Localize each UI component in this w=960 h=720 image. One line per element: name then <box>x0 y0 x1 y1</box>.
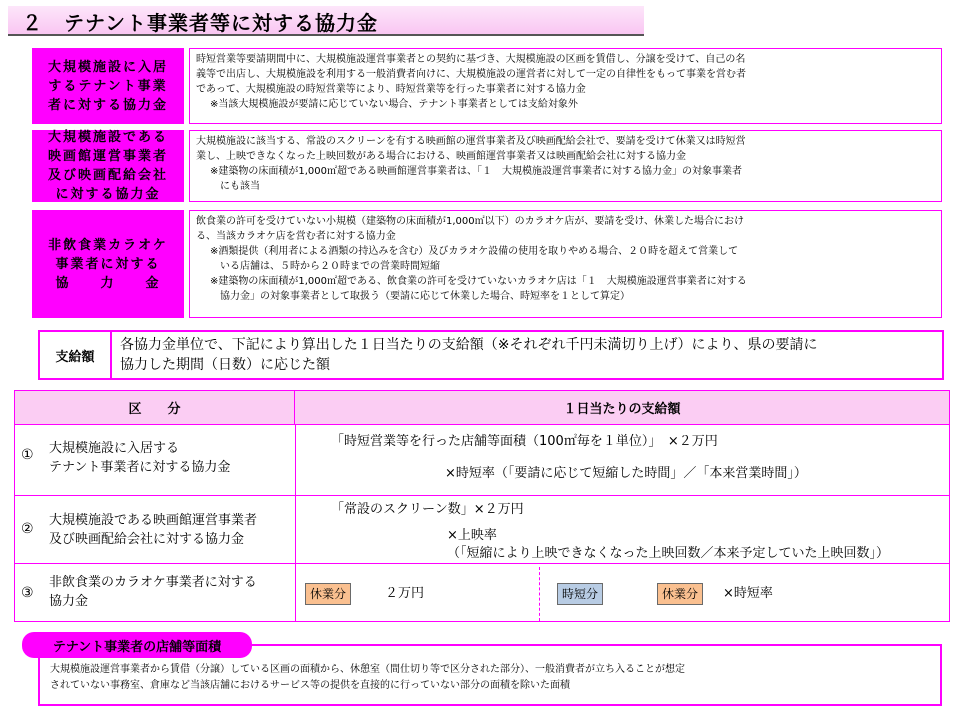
payment-text: 各協力金単位で、下記により算出した１日当たりの支給額（※それぞれ千円未満切り上げ）により、県の要請に 協力した期間（日数）に応じた額 <box>120 337 818 373</box>
page-title: ２ テナント事業者等に対する協力金 <box>22 11 378 35</box>
category-desc-text: 時短営業等要請期間中に、大規模施設運営事業者との契約に基づき、大規模施設の区画を賃借し、分譲を受けて、自己の名 義等で出店し、大規模施設を利用する一般消費者向けに、大規模施設の運営者に対して一定の自律性をもって事業を営む者 であって、大規模施設の時短営業等により、時短営業等を行った事業者に対する協力金 <box>196 54 746 95</box>
payment-label: 支給額 <box>40 332 112 378</box>
category-desc-cinema <box>189 130 942 202</box>
category-desc-karaoke <box>189 210 942 318</box>
category-note: ※建築物の床面積が1,000㎡超である映画館運営事業者は、「１ 大規模施設運営事業者に対する協力金」の対象事業者 にも該当 <box>210 166 743 192</box>
row-formula-rate: ×時短率（「要請に応じて短縮した時間」／「本来営業時間」） <box>445 466 807 481</box>
row-amount: ２万円 <box>385 586 425 601</box>
row-label: 非飲食業のカラオケ事業者に対する 協力金 <box>49 575 257 609</box>
category-note: ※建築物の床面積が1,000㎡超である、飲食業の許可を受けていないカラオケ店は「１ 大規模施設運営事業者に対する 協力金」の対象事業者として取扱う（要請に応じて休業した場合、時短率を１として算定） <box>210 276 747 302</box>
row-number: ③ <box>21 585 34 601</box>
category-desc-text: 飲食業の許可を受けていない小規模（建築物の床面積が1,000㎡以下）のカラオケ店が、要請を受け、休業した場合におけ る、当該カラオケ店を営む者に対する協力金 <box>196 216 745 242</box>
category-label-text: 大規模施設である 映画館運営事業者 及び映画配給会社 に対する協力金 <box>47 130 168 202</box>
row-label: 大規模施設である映画館運営事業者 及び映画配給会社に対する協力金 <box>49 513 258 547</box>
row-formula-rate: ×上映率 （「短縮により上映できなくなった上映回数／本来予定していた上映回数」） <box>447 528 890 561</box>
table-header-category: 区 分 <box>15 391 295 425</box>
category-desc-tenant <box>189 48 942 124</box>
row-rate: ×時短率 <box>723 586 773 601</box>
row-formula-main: 「常設のスクリーン数」×２万円 <box>331 502 524 517</box>
table-header-daily-amount: １日当たりの支給額 <box>295 391 949 425</box>
table-row-divider <box>15 563 949 564</box>
row-dashed-divider <box>539 567 540 621</box>
calculation-table <box>14 390 950 622</box>
category-label-karaoke <box>32 210 184 318</box>
row-number: ① <box>21 447 34 463</box>
store-area-text: 大規模施設運営事業者から賃借（分譲）している区画の面積から、休憩室（間仕切り等で区分された部分）、一般消費者が立ち入ることが想定 されていない事務室、倉庫など当該店舗におけるサービス等の提供を直接的に行っていない部分の面積を除いた面積 <box>50 664 685 691</box>
row-number: ② <box>21 521 34 537</box>
table-divider <box>295 425 296 621</box>
category-label-cinema <box>32 130 184 202</box>
category-note: ※酒類提供（利用者による酒類の持込みを含む）及びカラオケ設備の使用を取りやめる場合、２０時を超えて営業して いる店舗は、５時から２０時までの営業時間短縮 <box>210 246 739 272</box>
category-desc-text: 大規模施設に該当する、常設のスクリーンを有する映画館の運営事業者及び映画配給会社で、要請を受けて休業又は時短営 業し、上映できなくなった上映回数がある場合における、映画館運営事業者又は映画配給会社に対する協力金 <box>196 136 746 162</box>
category-note: ※当該大規模施設が要請に応じていない場合、テナント事業者としては支給対象外 <box>210 99 578 110</box>
tag-closure: 休業分 <box>657 583 703 605</box>
table-row-divider <box>15 495 949 496</box>
category-label-tenant <box>32 48 184 124</box>
row-label: 大規模施設に入居する テナント事業者に対する協力金 <box>49 441 231 475</box>
category-label-text: 大規模施設に入居 するテナント事業 者に対する協力金 <box>47 59 168 113</box>
payment-box <box>38 330 944 380</box>
row-formula-main: 「時短営業等を行った店舗等面積（100㎡毎を１単位）」 ×２万円 <box>331 434 718 449</box>
store-area-title: テナント事業者の店舗等面積 <box>22 632 252 658</box>
category-label-text: 非飲食業カラオケ 事業者に対する 協 力 金 <box>48 237 168 291</box>
tag-short-hours: 時短分 <box>557 583 603 605</box>
tag-closure: 休業分 <box>305 583 351 605</box>
